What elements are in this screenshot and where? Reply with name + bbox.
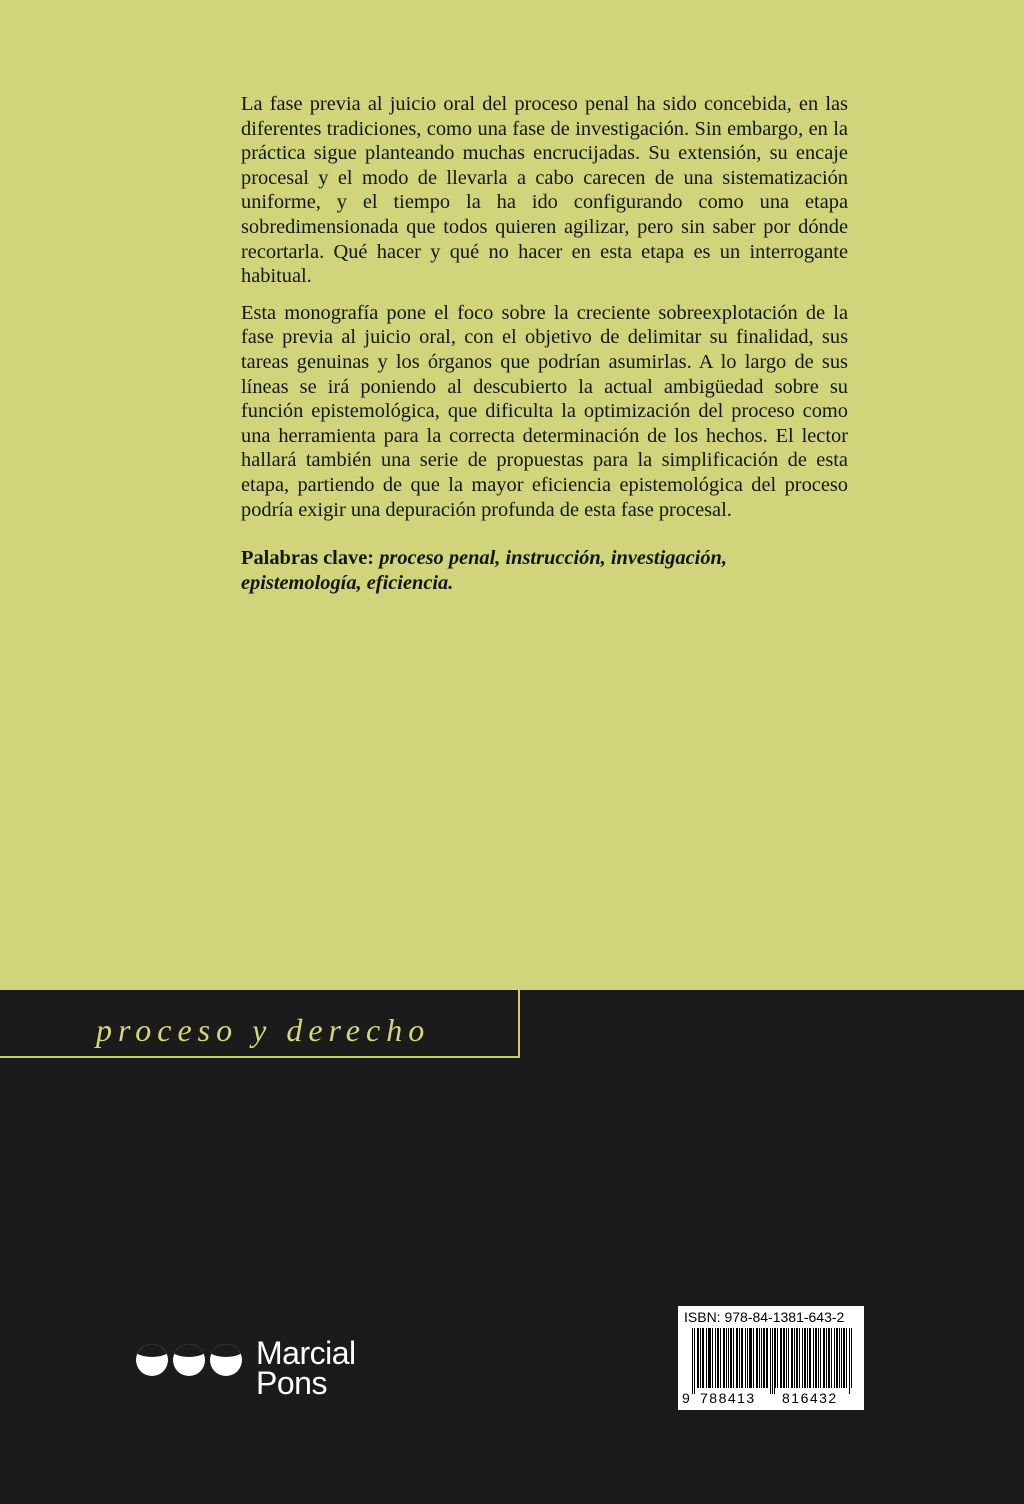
barcode-bar <box>756 1328 757 1388</box>
barcode-bar <box>829 1328 830 1388</box>
barcode-bar <box>794 1328 795 1388</box>
barcode-bar <box>739 1328 740 1388</box>
barcode-bar <box>717 1328 718 1388</box>
barcode-bar <box>828 1328 829 1388</box>
isbn-label: ISBN: 978-84-1381-643-2 <box>684 1309 845 1325</box>
barcode-bar <box>780 1328 781 1388</box>
barcode-bar <box>843 1328 844 1388</box>
barcode-bar <box>841 1328 842 1388</box>
barcode-bar <box>820 1328 821 1388</box>
barcode-bar <box>742 1328 743 1388</box>
barcode-bar <box>770 1328 771 1394</box>
series-title: proceso y derecho <box>96 1012 431 1048</box>
barcode-bar <box>823 1328 824 1388</box>
barcode-bar <box>703 1328 704 1388</box>
barcode-bar <box>706 1328 707 1388</box>
barcode-bar <box>813 1328 814 1388</box>
barcode-bar <box>715 1328 716 1388</box>
keywords <box>241 546 848 595</box>
synopsis <box>241 92 848 607</box>
barcode-bar <box>849 1328 850 1394</box>
isbn-barcode-box <box>678 1306 864 1410</box>
barcode-bar <box>846 1328 847 1388</box>
barcode-bar <box>759 1328 760 1388</box>
barcode-bar <box>791 1328 792 1388</box>
barcode-icon <box>692 1328 852 1394</box>
publisher-name <box>256 1335 356 1401</box>
barcode-bar <box>741 1328 742 1388</box>
barcode-bar <box>839 1328 840 1388</box>
barcode-bar <box>750 1328 751 1388</box>
barcode-bar <box>772 1328 773 1394</box>
barcode-bar <box>807 1328 808 1388</box>
barcode-bar <box>781 1328 782 1388</box>
barcode-bar <box>805 1328 806 1388</box>
barcode-bar <box>731 1328 732 1388</box>
barcode-bar <box>831 1328 832 1388</box>
barcode-bar <box>804 1328 805 1388</box>
barcode-bar <box>851 1328 852 1388</box>
barcode-bar <box>837 1328 838 1388</box>
barcode-bar <box>708 1328 709 1388</box>
publisher-name-line1: Marcial <box>256 1335 356 1371</box>
synopsis-paragraph-2: Esta monografía pone el foco sobre la creciente sobreexplotación de la fase previa al juicio oral, con el objetivo de delimitar su finalidad, sus tareas genuinas y los órganos que podrían asumirlas. A lo largo de sus líneas se irá poniendo al descubierto la actual ambigüedad sobre su función epistemológica, que dificulta la optimización del proceso como una herramienta para la correcta determinación de los hechos. El lector hallará también una serie de propuestas para la simplificación de esta etapa, partiendo de que la mayor eficiencia epistemológica del proceso podría exigir una depuración profunda de esta fase procesal. <box>241 301 848 521</box>
barcode-bar <box>737 1328 738 1388</box>
barcode-digit-first: 9 <box>682 1390 690 1406</box>
barcode-bar <box>796 1328 797 1388</box>
barcode-bar <box>816 1328 817 1388</box>
barcode-bar <box>824 1328 825 1388</box>
barcode-bar <box>697 1328 698 1388</box>
synopsis-paragraph-1: La fase previa al juicio oral del proceso penal ha sido concebida, en las diferentes tradiciones, como una fase de investigación. Sin embargo, en la práctica sigue planteando muchas encrucijadas. Su extensión, su encaje procesal y el modo de llevarla a cabo carecen de una sistematización uniforme, y el tiempo la ha ido configurando como una etapa sobredimensionada que todos quieren agilizar, pero sin saber por dónde recortarla. Qué hacer y qué no hacer en esta etapa es un interrogante habitual. <box>241 93 848 288</box>
barcode-bar <box>763 1328 764 1388</box>
barcode-bar <box>692 1328 693 1394</box>
barcode-bar <box>799 1328 800 1388</box>
barcode-bar <box>747 1328 748 1388</box>
barcode-bar <box>834 1328 835 1388</box>
barcode-bar <box>767 1328 768 1388</box>
publisher-logo <box>136 1335 376 1408</box>
barcode-bar <box>792 1328 793 1388</box>
barcode-bar <box>809 1328 810 1388</box>
barcode-bar <box>844 1328 845 1388</box>
logo-circle-icon <box>210 1344 242 1376</box>
barcode-bar <box>802 1328 803 1388</box>
barcode-digits-right: 816432 <box>782 1390 838 1406</box>
barcode-bar <box>698 1328 699 1388</box>
barcode-bar <box>766 1328 767 1388</box>
barcode-bar <box>720 1328 721 1388</box>
barcode-bar <box>728 1328 729 1388</box>
barcode-bar <box>718 1328 719 1388</box>
barcode-bar <box>753 1328 754 1388</box>
barcode-bar <box>745 1328 746 1388</box>
barcode-bar <box>749 1328 750 1388</box>
barcode-bar <box>694 1328 695 1394</box>
barcode-bar <box>786 1328 787 1388</box>
barcode-digits-left: 788413 <box>700 1390 756 1406</box>
barcode-bar <box>702 1328 703 1388</box>
barcode-bar <box>775 1328 776 1388</box>
barcode-bar <box>784 1328 785 1388</box>
barcode-bar <box>710 1328 711 1388</box>
barcode-bar <box>733 1328 734 1388</box>
series-panel <box>0 990 1024 1504</box>
barcode-bar <box>783 1328 784 1388</box>
barcode-bar <box>774 1328 775 1394</box>
barcode-digits <box>682 1390 860 1406</box>
barcode-bar <box>788 1328 789 1388</box>
keywords-list: proceso penal, instrucción, investigación, epistemología, eficiencia. <box>241 547 727 594</box>
barcode-bar <box>723 1328 724 1388</box>
barcode-bar <box>730 1328 731 1388</box>
publisher-logo-mark <box>136 1344 242 1380</box>
publisher-name-line2: Pons <box>256 1365 327 1401</box>
barcode-bar <box>751 1328 752 1388</box>
barcode-bar <box>726 1328 727 1388</box>
barcode-bar <box>709 1328 710 1388</box>
barcode-bar <box>818 1328 819 1388</box>
keywords-label: Palabras clave: <box>241 547 375 570</box>
barcode-bar <box>826 1328 827 1388</box>
logo-circle-icon <box>173 1344 205 1376</box>
barcode-bar <box>712 1328 713 1388</box>
barcode-bar <box>724 1328 725 1388</box>
barcode-bar <box>836 1328 837 1388</box>
barcode-bar <box>757 1328 758 1388</box>
barcode-bar <box>761 1328 762 1388</box>
barcode-bar <box>810 1328 811 1388</box>
barcode-bar <box>815 1328 816 1388</box>
logo-circle-icon <box>136 1344 168 1376</box>
barcode-bar <box>736 1328 737 1388</box>
barcode-bar <box>797 1328 798 1388</box>
barcode-bar <box>777 1328 778 1388</box>
barcode-bar <box>700 1328 701 1388</box>
barcode-bar <box>764 1328 765 1388</box>
